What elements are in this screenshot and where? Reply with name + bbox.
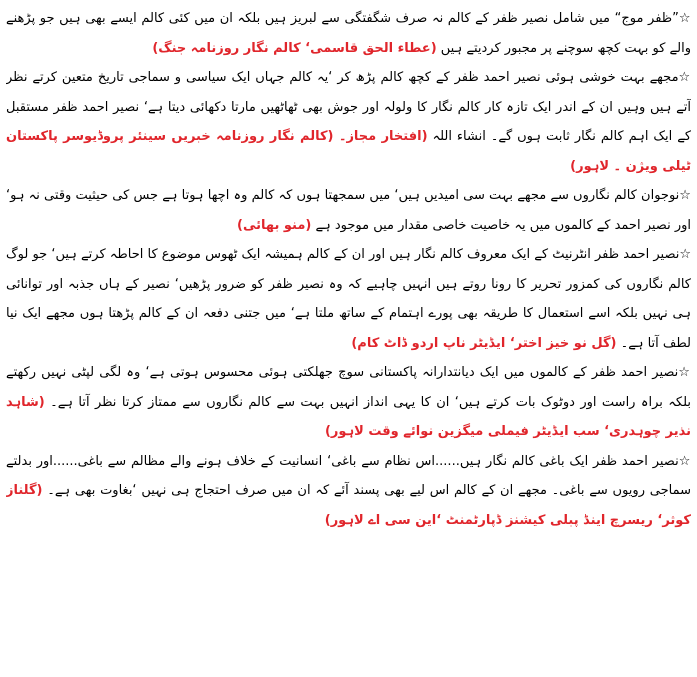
testimonial-text: مجھے بہت خوشی ہوئی نصیر احمد ظفر کے کچھ کالم پڑھ کر ‘یہ کالم جہاں ایک سیاسی و سماجی تاریخ متعین کرتے نظر آتے ہیں وہیں ان کے اندر ایک تازہ کار کالم نگار کا ولولہ اور جوش بھی ٹھاٹھیں مارتا دکھائی دیتا ہے‘ نصیر احمد ظفر مستقبل کے ایک اہم کالم نگار ثابت ہوں گے۔ انشاء اللہ [6,70,691,144]
testimonial-text: نوجوان کالم نگاروں سے مجھے بہت سی امیدیں ہیں‘ میں سمجھتا ہوں کہ کالم وہ اچھا ہوتا ہے جس کی حیثیت وقتی نہ ہو‘ اور نصیر احمد کے کالموں میں یہ خاصیت خاصی مقدار میں موجود ہے [6,188,691,233]
star-bullet-icon: ☆ [679,188,691,203]
testimonial-credit: (گل نو خیز اختر‘ ایڈیٹر ناپ اردو ڈاٹ کام) [351,335,617,351]
testimonial-credit: (افتخار مجاز۔ (کالم نگار روزنامہ خبریں سینئر پروڈیوسر پاکستان ٹیلی ویژن ۔ لاہور) [6,129,691,174]
testimonial-credit: (گلناز کوثر‘ ریسرچ اینڈ پبلی کیشنز ڈپارٹمنٹ ‘این سی اے لاہور) [6,483,691,528]
star-bullet-icon: ☆ [678,70,691,85]
testimonial-paragraph [6,447,691,536]
testimonial-paragraph [6,240,691,358]
testimonial-text: ”ظفر موج“ میں شامل نصیر ظفر کے کالم نہ صرف شگفتگی سے لبریز ہیں بلکہ ان میں کئی کالم ایسے بھی ہیں جو پڑھنے والے کو بہت کچھ سوچنے پر مجبور کردیتے ہیں [6,11,691,56]
testimonial-text: نصیر احمد ظفر انٹرنیٹ کے ایک معروف کالم نگار ہیں اور ان کے کالم ہمیشہ ایک ٹھوس موضوع کا احاطہ کرتے ہیں‘ جو لوگ کالم نگاروں کی کمزور تحریر کا رونا روتے ہیں انہیں چاہیے کہ وہ نصیر ظفر کو ضرور پڑھیں‘ نصیر کے ہاں جذبہ اور توانائی ہی نہیں بلکہ اسے استعمال کا طریقہ بھی پورے اہتمام کے ساتھ ملتا ہے‘ میں جتنی دفعہ ان کے کالم پڑھتا ہوں مجھے ایک نیا لطف آتا ہے۔ [6,247,691,351]
testimonials-page [6,4,691,673]
testimonial-text: نصیر احمد ظفر کے کالموں میں ایک دیانتدارانہ پاکستانی سوچ جھلکتی ہوئی محسوس ہوتی ہے‘ وہ لگی لپٹی نہیں رکھتے بلکہ براہ راست اور دوٹوک بات کرتے ہیں‘ ان کا یہی انداز انہیں بہت سے کالم نگاروں سے ممتاز کرتا نظر آتا ہے۔ [6,365,691,410]
star-bullet-icon: ☆ [679,247,691,262]
testimonial-paragraph [6,181,691,240]
testimonial-paragraph [6,4,691,63]
star-bullet-icon: ☆ [678,365,691,380]
testimonial-credit: (منو بھائی) [237,217,312,233]
testimonial-text: نصیر احمد ظفر ایک باغی کالم نگار ہیں......اس نظام سے باغی‘ انسانیت کے خلاف ہونے والے مظالم سے باغی......اور بدلتے سماجی رویوں سے باغی۔ مجھے ان کے کالم اس لیے بھی پسند آئے کہ ان میں صرف احتجاج ہی نہیں ‘بغاوت بھی ہے۔ [6,453,691,498]
star-bullet-icon: ☆ [678,453,691,469]
star-bullet-icon: ☆ [678,11,691,26]
testimonial-credit: (عطاء الحق قاسمی‘ کالم نگار روزنامہ جنگ) [152,40,437,56]
testimonial-paragraph [6,63,691,181]
testimonial-credit: (شاہد نذیر چوہدری‘ سب ایڈیٹر فیملی میگزین نوائے وقت لاہور) [6,394,691,439]
testimonial-paragraph [6,358,691,447]
